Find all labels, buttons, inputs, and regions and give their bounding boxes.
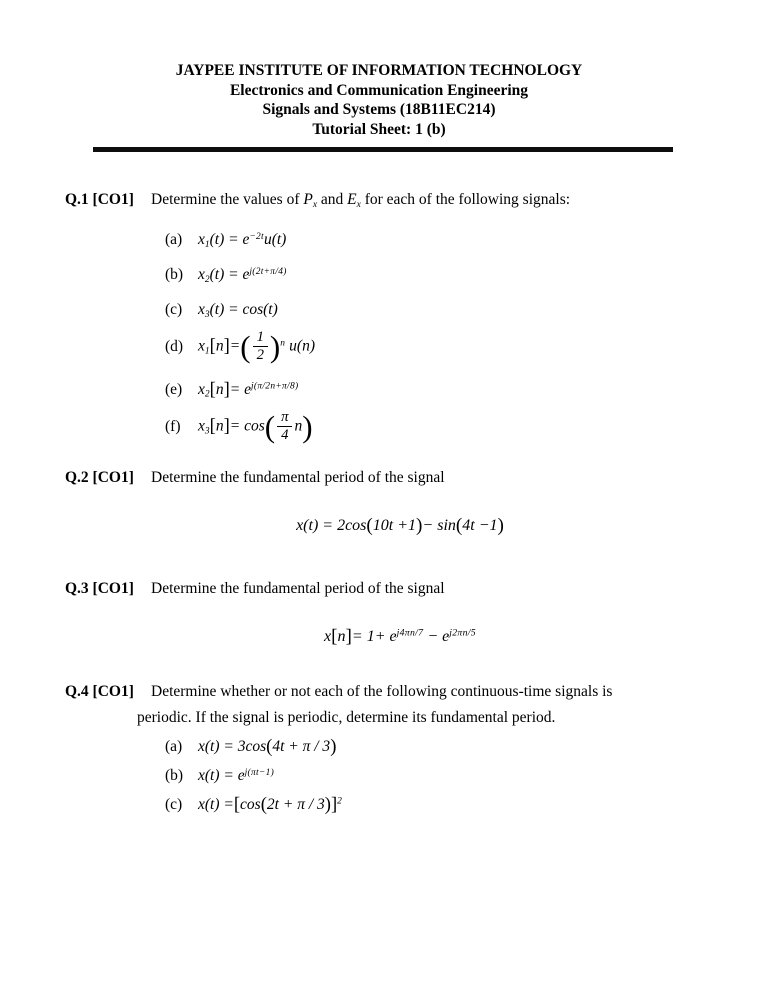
item-formula: $x2[n]= e^{j(\pi/2n+\pi/8)}$ — [198, 379, 299, 401]
header-rule — [93, 147, 673, 152]
item-tag: (a) — [165, 230, 183, 248]
q1-item-f — [165, 410, 758, 444]
question-1-label: Q.1 [CO1] — [65, 191, 134, 208]
department-name: Electronics and Communication Engineering — [229, 81, 529, 99]
item-tag: (e) — [165, 381, 183, 399]
q4-item-a — [165, 736, 758, 758]
q1-item-b — [165, 266, 758, 285]
display-formula-q3: $x[n]= 1+ e^{j4\pi n/7} - e^{j2\pi n/5}$ — [324, 626, 476, 648]
question-4-lead: Determine whether or not each of the following continuous-time signals is — [151, 683, 613, 701]
question-2-label: Q.2 [CO1] — [65, 469, 134, 487]
question-3-lead: Determine the fundamental period of the signal — [151, 580, 445, 598]
item-formula: $x2(t) = e^{j(2t+\pi/4)}$ — [198, 265, 287, 285]
question-4-lead-line2: periodic. If the signal is periodic, determine its fundamental period. — [137, 709, 556, 727]
question-4-label: Q.4 [CO1] — [65, 683, 134, 701]
question-2 — [65, 467, 702, 488]
q1-item-a — [165, 231, 758, 250]
question-1-lead: Determine the values of Px and Ex for each of the following signals: — [151, 191, 571, 210]
item-tag: (b) — [165, 767, 184, 785]
question-3-label: Q.3 [CO1] — [65, 580, 134, 598]
institute-name: JAYPEE INSTITUTE OF INFORMATION TECHNOLOGY — [175, 62, 583, 79]
q1-item-d — [165, 330, 758, 364]
q4-item-b — [165, 767, 758, 785]
display-formula-q2: x(t) = 2cos(10t +1)− sin(4t −1) — [296, 515, 504, 537]
document-header — [0, 0, 758, 139]
item-tag: (b) — [165, 265, 184, 283]
item-tag: (c) — [165, 301, 183, 319]
question-4 — [65, 681, 702, 702]
q4-item-c — [165, 794, 758, 816]
item-tag: (f) — [165, 417, 181, 435]
item-formula: x3(t) = cos(t) — [198, 301, 278, 321]
q1-item-e — [165, 379, 758, 401]
item-formula: x3[n]= cos( $\frac{\pi}{4}$ n) — [198, 408, 313, 444]
item-tag: (a) — [165, 738, 183, 756]
item-formula: $x1(t) = e^{-2t}u(t)$ — [198, 230, 287, 250]
course-name: Signals and Systems (18B11EC214) — [262, 101, 496, 118]
item-tag: (d) — [165, 337, 184, 355]
question-1 — [65, 189, 702, 216]
question-3 — [65, 578, 702, 599]
item-formula: $x(t) =[\cos(2t + \pi / 3)]^2$ — [198, 794, 343, 816]
item-formula: $x(t) = e^{j(\pi t-1)}$ — [198, 767, 275, 785]
question-2-lead: Determine the fundamental period of the signal — [151, 469, 445, 487]
sheet-title: Tutorial Sheet: 1 (b) — [312, 120, 446, 138]
item-tag: (c) — [165, 796, 183, 814]
item-formula: x1[n]=( $\frac{1}{2}$ )$^n$ u(n) — [198, 328, 315, 364]
q1-item-c — [165, 301, 758, 320]
item-formula: x(t) = 3cos(4t + π / 3) — [198, 736, 337, 758]
